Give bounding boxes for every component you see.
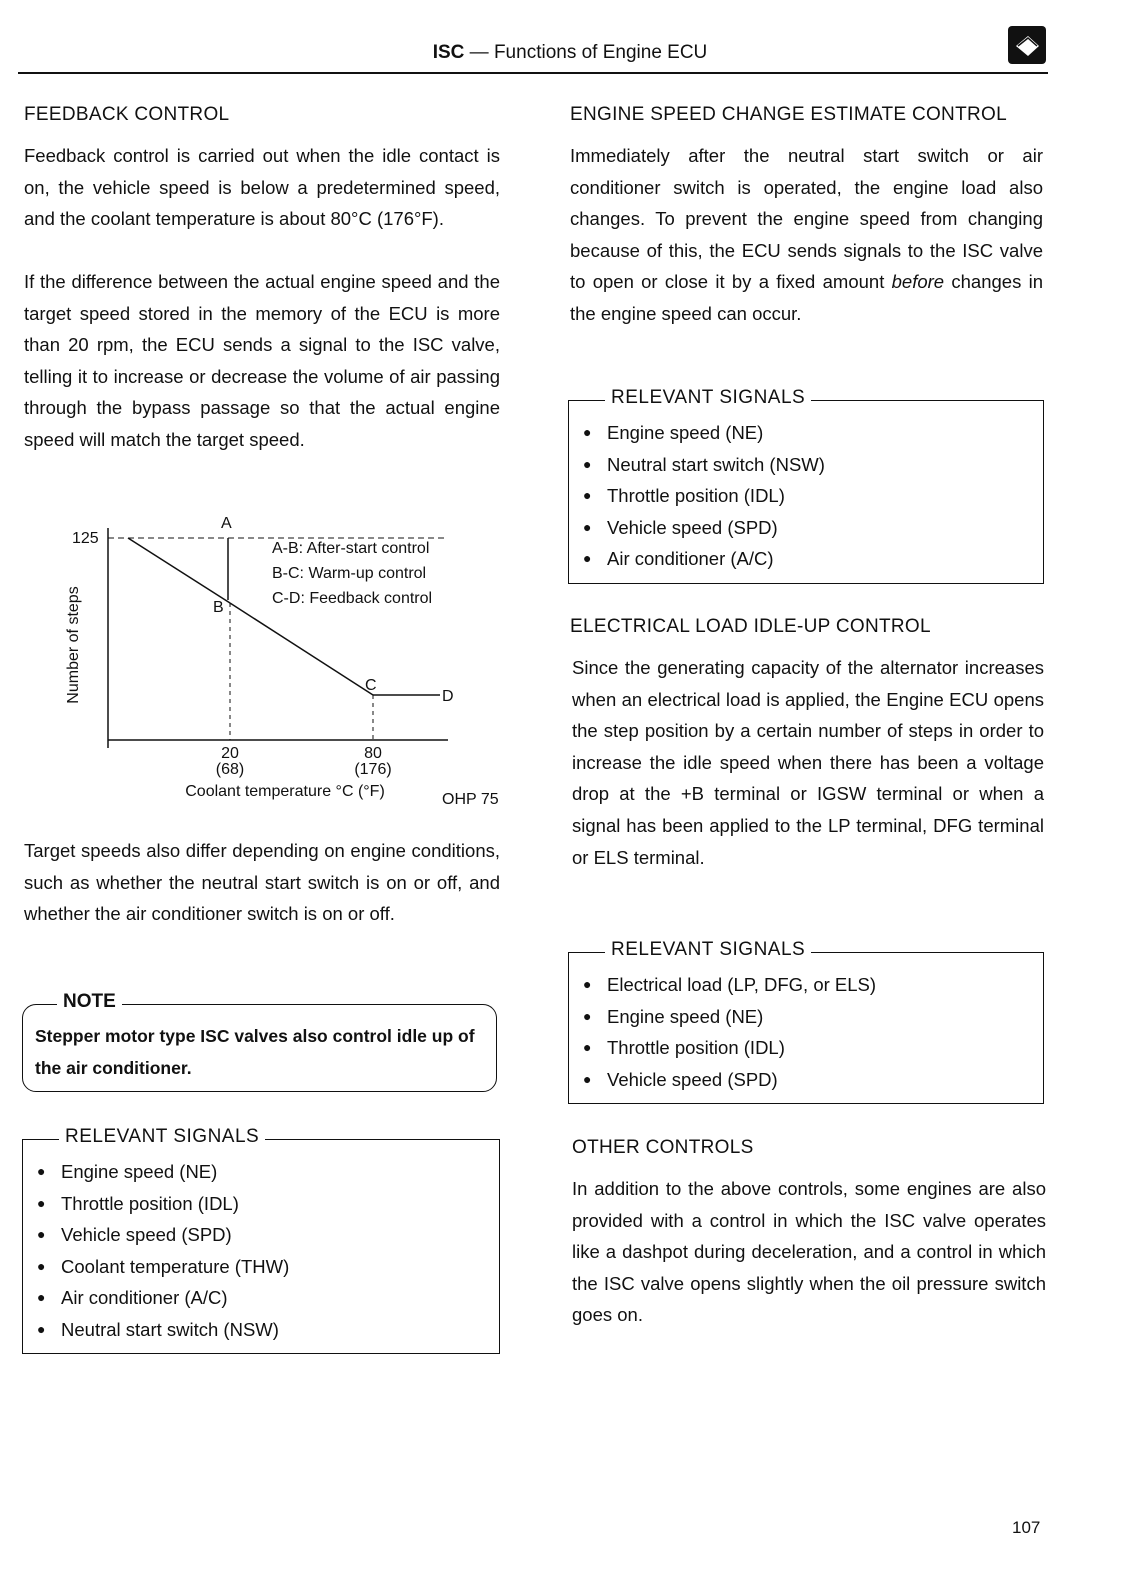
estimate-paragraph	[570, 140, 1043, 330]
signal-item: ● Vehicle speed (SPD)	[583, 512, 825, 544]
relevant-signals-electrical-box	[568, 939, 1044, 1104]
title-rest: — Functions of Engine ECU	[464, 42, 708, 63]
signal-item: ● Neutral start switch (NSW)	[583, 449, 825, 481]
other-controls-paragraph: In addition to the above controls, some engines are also provided with a control in which the ISC valve operates like a dashpot during deceleration, and a control in which the ISC valve opens slightly when the oil pressure switch goes on.	[572, 1178, 1046, 1326]
title-bold: ISC	[432, 42, 465, 63]
feedback-control-heading: FEEDBACK CONTROL	[24, 104, 230, 125]
point-c-label: C	[365, 677, 377, 694]
signal-item: ● Coolant temperature (THW)	[37, 1251, 289, 1283]
estimate-emphasis: before	[891, 271, 945, 293]
signal-item: ● Engine speed (NE)	[37, 1156, 289, 1188]
legend-bc: B-C: Warm-up control	[272, 565, 427, 582]
note-body: Stepper motor type ISC valves also control idle up of the air conditioner.	[35, 1026, 475, 1078]
signals-list	[37, 1156, 289, 1346]
header-rule	[18, 72, 1048, 74]
feedback-paragraph-1: Feedback control is carried out when the idle contact is on, the vehicle speed is below a predetermined speed, and the coolant temperature is about 80°C (176°F).	[24, 145, 500, 230]
page-title	[0, 42, 1140, 64]
estimate-text-b: changes in the engine speed can occur.	[570, 271, 1044, 324]
signal-item: ● Engine speed (NE)	[583, 1001, 876, 1033]
signal-item: ● Air conditioner (A/C)	[37, 1282, 289, 1314]
other-controls-heading: OTHER CONTROLS	[572, 1137, 754, 1158]
note-title: NOTE	[57, 991, 122, 1013]
signal-item: ● Air conditioner (A/C)	[583, 543, 825, 575]
signal-item: ● Throttle position (IDL)	[37, 1188, 289, 1220]
signals-title: RELEVANT SIGNALS	[605, 939, 811, 961]
y-axis-label: Number of steps	[65, 586, 82, 704]
signal-item: ● Vehicle speed (SPD)	[37, 1219, 289, 1251]
legend-ab: A-B: After-start control	[272, 540, 430, 557]
electrical-load-paragraph: Since the generating capacity of the alternator increases when an electrical load is applied, the Engine ECU opens the step position by a certain number of steps in order to increase the idle speed when there has been a voltage drop at the +B terminal or IGSW terminal or when a signal has been applied to the LP terminal, DFG terminal or ELS terminal.	[572, 657, 1044, 868]
feedback-paragraph-2: If the difference between the actual engine speed and the target speed stored in the memory of the ECU is more than 20 rpm, the ECU sends a signal to the ISC valve, telling it to increase or decrease the volume of air passing through the bypass passage so that the actual engine speed will match the target speed.	[24, 271, 500, 450]
x-axis-label: Coolant temperature °C (°F)	[185, 783, 385, 800]
signal-item: ● Throttle position (IDL)	[583, 1032, 876, 1064]
x-tick-20: 20	[221, 745, 239, 762]
y-tick-125: 125	[72, 530, 99, 547]
legend-cd: C-D: Feedback control	[272, 590, 433, 607]
signals-list	[583, 417, 825, 575]
signals-list	[583, 969, 876, 1095]
point-b-label: B	[213, 599, 224, 616]
steps-vs-coolant-chart	[50, 500, 530, 820]
signal-item: ● Engine speed (NE)	[583, 417, 825, 449]
book-icon	[1008, 26, 1046, 64]
x-tick-80: 80	[364, 745, 382, 762]
note-box	[22, 991, 497, 1092]
electrical-load-heading: ELECTRICAL LOAD IDLE-UP CONTROL	[570, 616, 931, 637]
signal-item: ● Throttle position (IDL)	[583, 480, 825, 512]
target-speed-paragraph: Target speeds also differ depending on engine conditions, such as whether the neutral start switch is on or off, and whether the air conditioner switch is on or off.	[24, 840, 500, 925]
page-number: 107	[1012, 1518, 1041, 1537]
point-d-label: D	[442, 688, 454, 705]
relevant-signals-feedback-box	[22, 1126, 500, 1354]
signal-item: ● Electrical load (LP, DFG, or ELS)	[583, 969, 876, 1001]
signal-item: ● Neutral start switch (NSW)	[37, 1314, 289, 1346]
x-tick-68: (68)	[215, 761, 245, 778]
estimate-text-a: Immediately after the neutral start switch or air conditioner switch is operated, the engine load also changes. To prevent the engine speed from changing because of this, the ECU sends signals to the ISC valve to open or close it by a fixed amount	[570, 145, 1043, 293]
signals-title: RELEVANT SIGNALS	[59, 1126, 265, 1148]
estimate-control-heading: ENGINE SPEED CHANGE ESTIMATE CONTROL	[570, 104, 1007, 125]
signal-item: ● Vehicle speed (SPD)	[583, 1064, 876, 1096]
signals-title: RELEVANT SIGNALS	[605, 387, 811, 409]
relevant-signals-estimate-box	[568, 387, 1044, 584]
x-tick-176: (176)	[354, 761, 392, 778]
ohp-reference: OHP 75	[442, 791, 499, 808]
point-a-label: A	[221, 515, 232, 532]
